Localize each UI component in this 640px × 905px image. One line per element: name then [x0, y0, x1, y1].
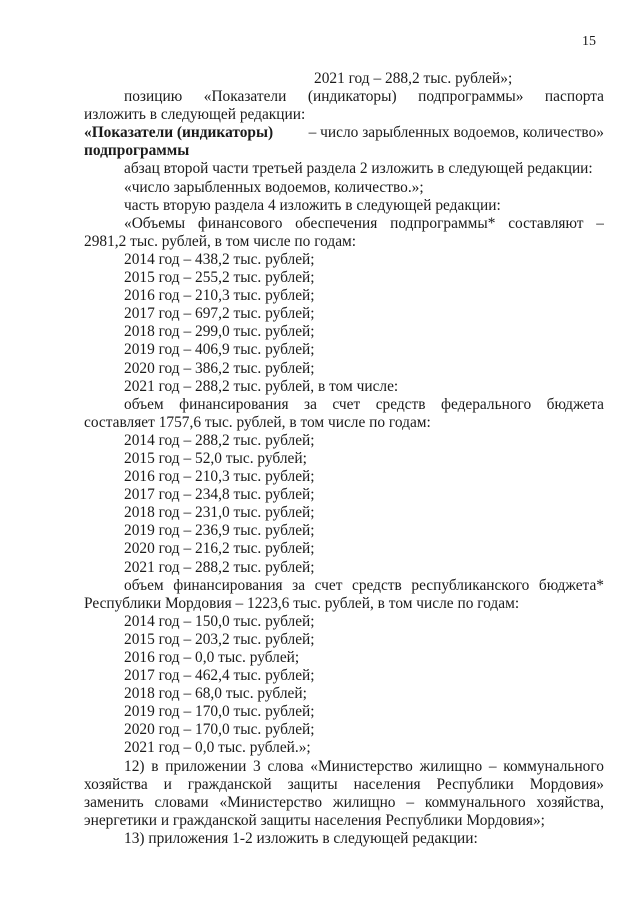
year-line: 2020 год – 216,2 тыс. рублей; — [124, 540, 315, 558]
year-line: 2021 год – 288,2 тыс. рублей; — [124, 558, 315, 576]
text-line: хозяйства и гражданской защиты населения Республики Мордовия» — [84, 775, 604, 793]
year-line: 2014 год – 438,2 тыс. рублей; — [124, 250, 315, 268]
text-line: заменить словами «Министерство жилищно – коммунального хозяйства, — [84, 793, 604, 811]
year-line: 2014 год – 288,2 тыс. рублей; — [124, 431, 315, 449]
year-line: 2017 год – 697,2 тыс. рублей; — [124, 305, 315, 323]
subprogram-label: подпрограммы — [84, 142, 190, 160]
text-line: изложить в следующей редакции: — [84, 106, 306, 124]
text-line: 2981,2 тыс. рублей, в том числе по годам: — [84, 232, 357, 250]
year-line: 2020 год – 386,2 тыс. рублей; — [124, 359, 315, 377]
year-line: 2018 год – 231,0 тыс. рублей; — [124, 504, 315, 522]
text-line: абзац второй части третьей раздела 2 изложить в следующей редакции: — [124, 160, 593, 178]
year-line: 2018 год – 68,0 тыс. рублей; — [124, 685, 307, 703]
year-line: 2021 год – 0,0 тыс. рублей.»; — [124, 739, 311, 757]
page-number: 15 — [582, 34, 596, 49]
text-line: объем финансирования за счет средств федерального бюджета — [124, 395, 604, 413]
year-line: 2020 год – 170,0 тыс. рублей; — [124, 721, 315, 739]
text-line: Республики Мордовия – 1223,6 тыс. рублей, в том числе по годам: — [84, 594, 520, 612]
indicators-label: «Показатели (индикаторы) — [84, 124, 274, 142]
year-line: 2016 год – 0,0 тыс. рублей; — [124, 649, 300, 666]
year-line: 2021 год – 288,2 тыс. рублей, в том числе: — [124, 377, 399, 395]
year-line: 2015 год – 52,0 тыс. рублей; — [124, 449, 307, 467]
indicators-value: – число зарыбленных водоемов, количество» — [308, 124, 604, 142]
text-line: составляет 1757,6 тыс. рублей, в том числе по годам: — [84, 413, 431, 431]
year-line: 2016 год – 210,3 тыс. рублей; — [124, 468, 315, 486]
indicators-row — [84, 124, 604, 142]
text-line: часть вторую раздела 4 изложить в следующей редакции: — [124, 196, 501, 214]
year-line: 2019 год – 406,9 тыс. рублей; — [124, 341, 315, 359]
year-line: 2017 год – 462,4 тыс. рублей; — [124, 667, 315, 685]
year-line: 2015 год – 203,2 тыс. рублей; — [124, 630, 315, 648]
year-line: 2016 год – 210,3 тыс. рублей; — [124, 287, 315, 305]
text-line: позицию «Показатели (индикаторы) подпрограммы» паспорта — [124, 88, 604, 106]
text-line: 12) в приложении 3 слова «Министерство жилищно – коммунального — [124, 757, 604, 775]
year-line: 2019 год – 236,9 тыс. рублей; — [124, 522, 315, 540]
text-line — [84, 142, 604, 160]
text-line: энергетики и гражданской защиты населения Республики Мордовия»; — [84, 811, 545, 829]
year-line: 2014 год – 150,0 тыс. рублей; — [124, 612, 315, 630]
year-line: 2018 год – 299,0 тыс. рублей; — [124, 323, 315, 341]
text-line: 2021 год – 288,2 тыс. рублей»; — [314, 70, 513, 87]
text-line: 13) приложения 1-2 изложить в следующей редакции: — [124, 829, 478, 847]
text-line: «Объемы финансового обеспечения подпрограммы* составляют – — [124, 214, 604, 232]
year-line: 2019 год – 170,0 тыс. рублей; — [124, 703, 315, 721]
year-line: 2015 год – 255,2 тыс. рублей; — [124, 269, 315, 287]
text-line: объем финансирования за счет средств республиканского бюджета* — [124, 576, 604, 594]
text-line: «число зарыбленных водоемов, количество.»; — [124, 178, 424, 196]
year-line: 2017 год – 234,8 тыс. рублей; — [124, 486, 315, 504]
document-body — [84, 70, 604, 848]
